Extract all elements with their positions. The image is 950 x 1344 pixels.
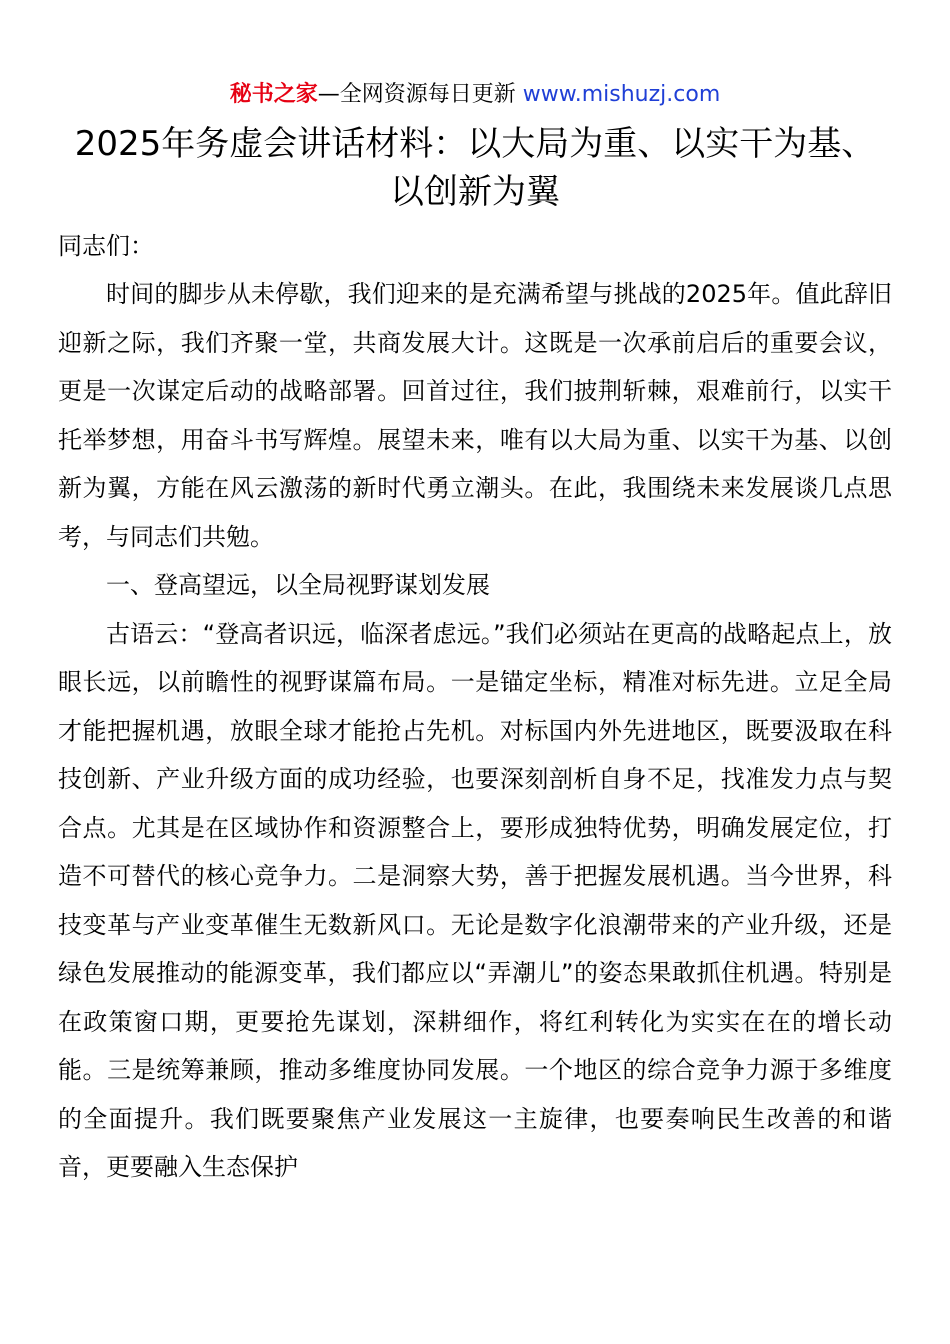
document-page — [58, 78, 892, 1192]
section-heading-1: 一、登高望远，以全局视野谋划发展 — [106, 571, 490, 599]
document-title: 2025年务虚会讲话材料：以大局为重、以实干为基、以创新为翼 — [74, 124, 876, 212]
site-url-link[interactable]: www.mishuzj.com — [522, 82, 721, 107]
site-tagline: —全网资源每日更新 — [317, 82, 523, 107]
document-body — [58, 222, 892, 1192]
site-header — [58, 78, 892, 112]
paragraph-section-1: 古语云：“登高者识远，临深者虑远。”我们必须站在更高的战略起点上，放眼长远，以前瞻性的视野谋篇布局。一是锚定坐标，精准对标先进。立足全局才能把握机遇，放眼全球才能抢占先机。对标国内外先进地区，既要汲取在科技创新、产业升级方面的成功经验，也要深刻剖析自身不足，找准发力点与契合点。尤其是在区域协作和资源整合上，要形成独特优势，明确发展定位，打造不可替代的核心竞争力。二是洞察大势，善于把握发展机遇。当今世界，科技变革与产业变革催生无数新风口。无论是数字化浪潮带来的产业升级，还是绿色发展推动的能源变革，我们都应以“弄潮儿”的姿态果敢抓住机遇。特别是在政策窗口期，更要抢先谋划，深耕细作，将红利转化为实实在在的增长动能。三是统筹兼顾，推动多维度协同发展。一个地区的综合竞争力源于多维度的全面提升。我们既要聚焦产业发展这一主旋律，也要奏响民生改善的和谐音，更要融入生态保护 — [58, 619, 892, 1181]
salutation: 同志们： — [58, 232, 154, 260]
paragraph-intro: 时间的脚步从未停歇，我们迎来的是充满希望与挑战的2025年。值此辞旧迎新之际，我们齐聚一堂，共商发展大计。这既是一次承前启后的重要会议，更是一次谋定后动的战略部署。回首过往，我们披荆斩棘，艰难前行，以实干托举梦想，用奋斗书写辉煌。展望未来，唯有以大局为重、以实干为基、以创新为翼，方能在风云激荡的新时代勇立潮头。在此，我围绕未来发展谈几点思考，与同志们共勉。 — [58, 280, 892, 551]
site-name: 秘书之家 — [229, 82, 318, 107]
